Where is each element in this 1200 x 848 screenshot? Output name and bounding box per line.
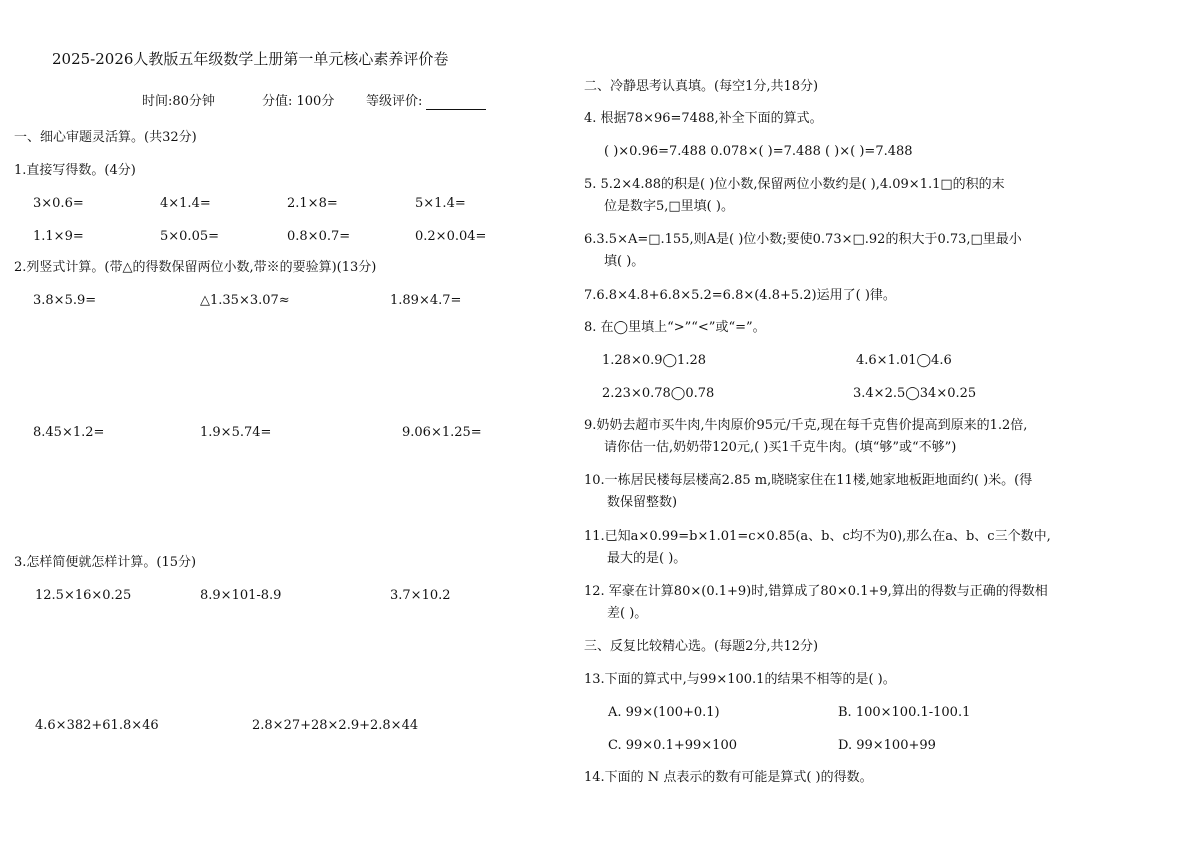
q3-item: 3.7×10.2 [390, 588, 451, 603]
q2-item: 8.45×1.2= [33, 425, 105, 440]
q3-item: 12.5×16×0.25 [35, 588, 132, 603]
q10-text: 数保留整数) [607, 495, 678, 510]
q13-option: B. 100×100.1-100.1 [838, 705, 971, 720]
q9-text: 9.奶奶去超市买牛肉,牛肉原价95元/千克,现在每千克售价提高到原来的1.2倍, [584, 418, 1028, 433]
q6-text: 6.3.5×A=□.155,则A是( )位小数;要使0.73×□.92的积大于0.73,□里最小 [584, 232, 1022, 247]
q2-item: 1.9×5.74= [200, 425, 272, 440]
q3-item: 2.8×27+28×2.9+2.8×44 [252, 718, 419, 733]
q2-item: △1.35×3.07≈ [200, 293, 290, 308]
q8-item: 1.28×0.9◯1.28 [602, 353, 707, 368]
q4-equations: ( )×0.96=7.488 0.078×( )=7.488 ( )×( )=7.488 [604, 144, 913, 159]
q1-item: 3×0.6= [33, 196, 84, 211]
section1-heading: 一、细心审题灵活算。(共32分) [14, 130, 197, 145]
q1-item: 5×0.05= [160, 229, 220, 244]
q3-item: 8.9×101-8.9 [200, 588, 282, 603]
q13-option: A. 99×(100+0.1) [608, 705, 720, 720]
q9-text: 请你估一估,奶奶带120元,( )买1千克牛肉。(填“够”或“不够”) [604, 440, 957, 455]
q2-item: 3.8×5.9= [33, 293, 97, 308]
q4-text: 4. 根据78×96=7488,补全下面的算式。 [584, 111, 823, 126]
q8-item: 4.6×1.01◯4.6 [856, 353, 952, 368]
q8-item: 3.4×2.5◯34×0.25 [853, 386, 977, 401]
q1-item: 1.1×9= [33, 229, 84, 244]
q1-item: 4×1.4= [160, 196, 211, 211]
q13-option: C. 99×0.1+99×100 [608, 738, 737, 753]
grade-label-text: 等级评价: [366, 94, 423, 109]
exam-score: 分值: 100分 [262, 94, 335, 109]
q1-label: 1.直接写得数。(4分) [14, 163, 136, 178]
exam-time: 时间:80分钟 [142, 94, 215, 109]
q10-text: 10.一栋居民楼每层楼高2.85 m,晓晓家住在11楼,她家地板距地面约( )米。(得 [584, 473, 1033, 488]
q1-item: 0.2×0.04= [415, 229, 487, 244]
section3-heading: 三、反复比较精心选。(每题2分,共12分) [584, 639, 819, 654]
q1-item: 0.8×0.7= [287, 229, 351, 244]
page-title: 2025-2026人教版五年级数学上册第一单元核心素养评价卷 [52, 50, 449, 68]
q12-text: 12. 军豪在计算80×(0.1+9)时,错算成了80×0.1+9,算出的得数与正确的得数相 [584, 584, 1048, 599]
q3-label: 3.怎样简便就怎样计算。(15分) [14, 555, 197, 570]
q8-text: 8. 在◯里填上“>”“<”或“=”。 [584, 320, 766, 335]
q3-item: 4.6×382+61.8×46 [35, 718, 159, 733]
q2-label: 2.列竖式计算。(带△的得数保留两位小数,带※的要验算)(13分) [14, 260, 377, 275]
q13-text: 13.下面的算式中,与99×100.1的结果不相等的是( )。 [584, 672, 896, 687]
q2-item: 1.89×4.7= [390, 293, 462, 308]
q6-text: 填( )。 [604, 254, 645, 269]
q8-item: 2.23×0.78◯0.78 [602, 386, 715, 401]
q1-item: 5×1.4= [415, 196, 466, 211]
grade-blank [426, 97, 486, 110]
grade-label [366, 94, 486, 110]
q7-text: 7.6.8×4.8+6.8×5.2=6.8×(4.8+5.2)运用了( )律。 [584, 288, 896, 303]
q14-text: 14.下面的 N 点表示的数有可能是算式( )的得数。 [584, 770, 873, 785]
q13-option: D. 99×100+99 [838, 738, 936, 753]
section2-heading: 二、冷静思考认真填。(每空1分,共18分) [584, 79, 819, 94]
q2-item: 9.06×1.25= [402, 425, 482, 440]
q12-text: 差( )。 [607, 606, 648, 621]
q5-text: 5. 5.2×4.88的积是( )位小数,保留两位小数约是( ),4.09×1.1□的积的末 [584, 177, 1005, 192]
q11-text: 最大的是( )。 [607, 551, 687, 566]
q11-text: 11.已知a×0.99=b×1.01=c×0.85(a、b、c均不为0),那么在a、b、c三个数中, [584, 529, 1051, 544]
q5-text: 位是数字5,□里填( )。 [604, 199, 734, 214]
q1-item: 2.1×8= [287, 196, 338, 211]
